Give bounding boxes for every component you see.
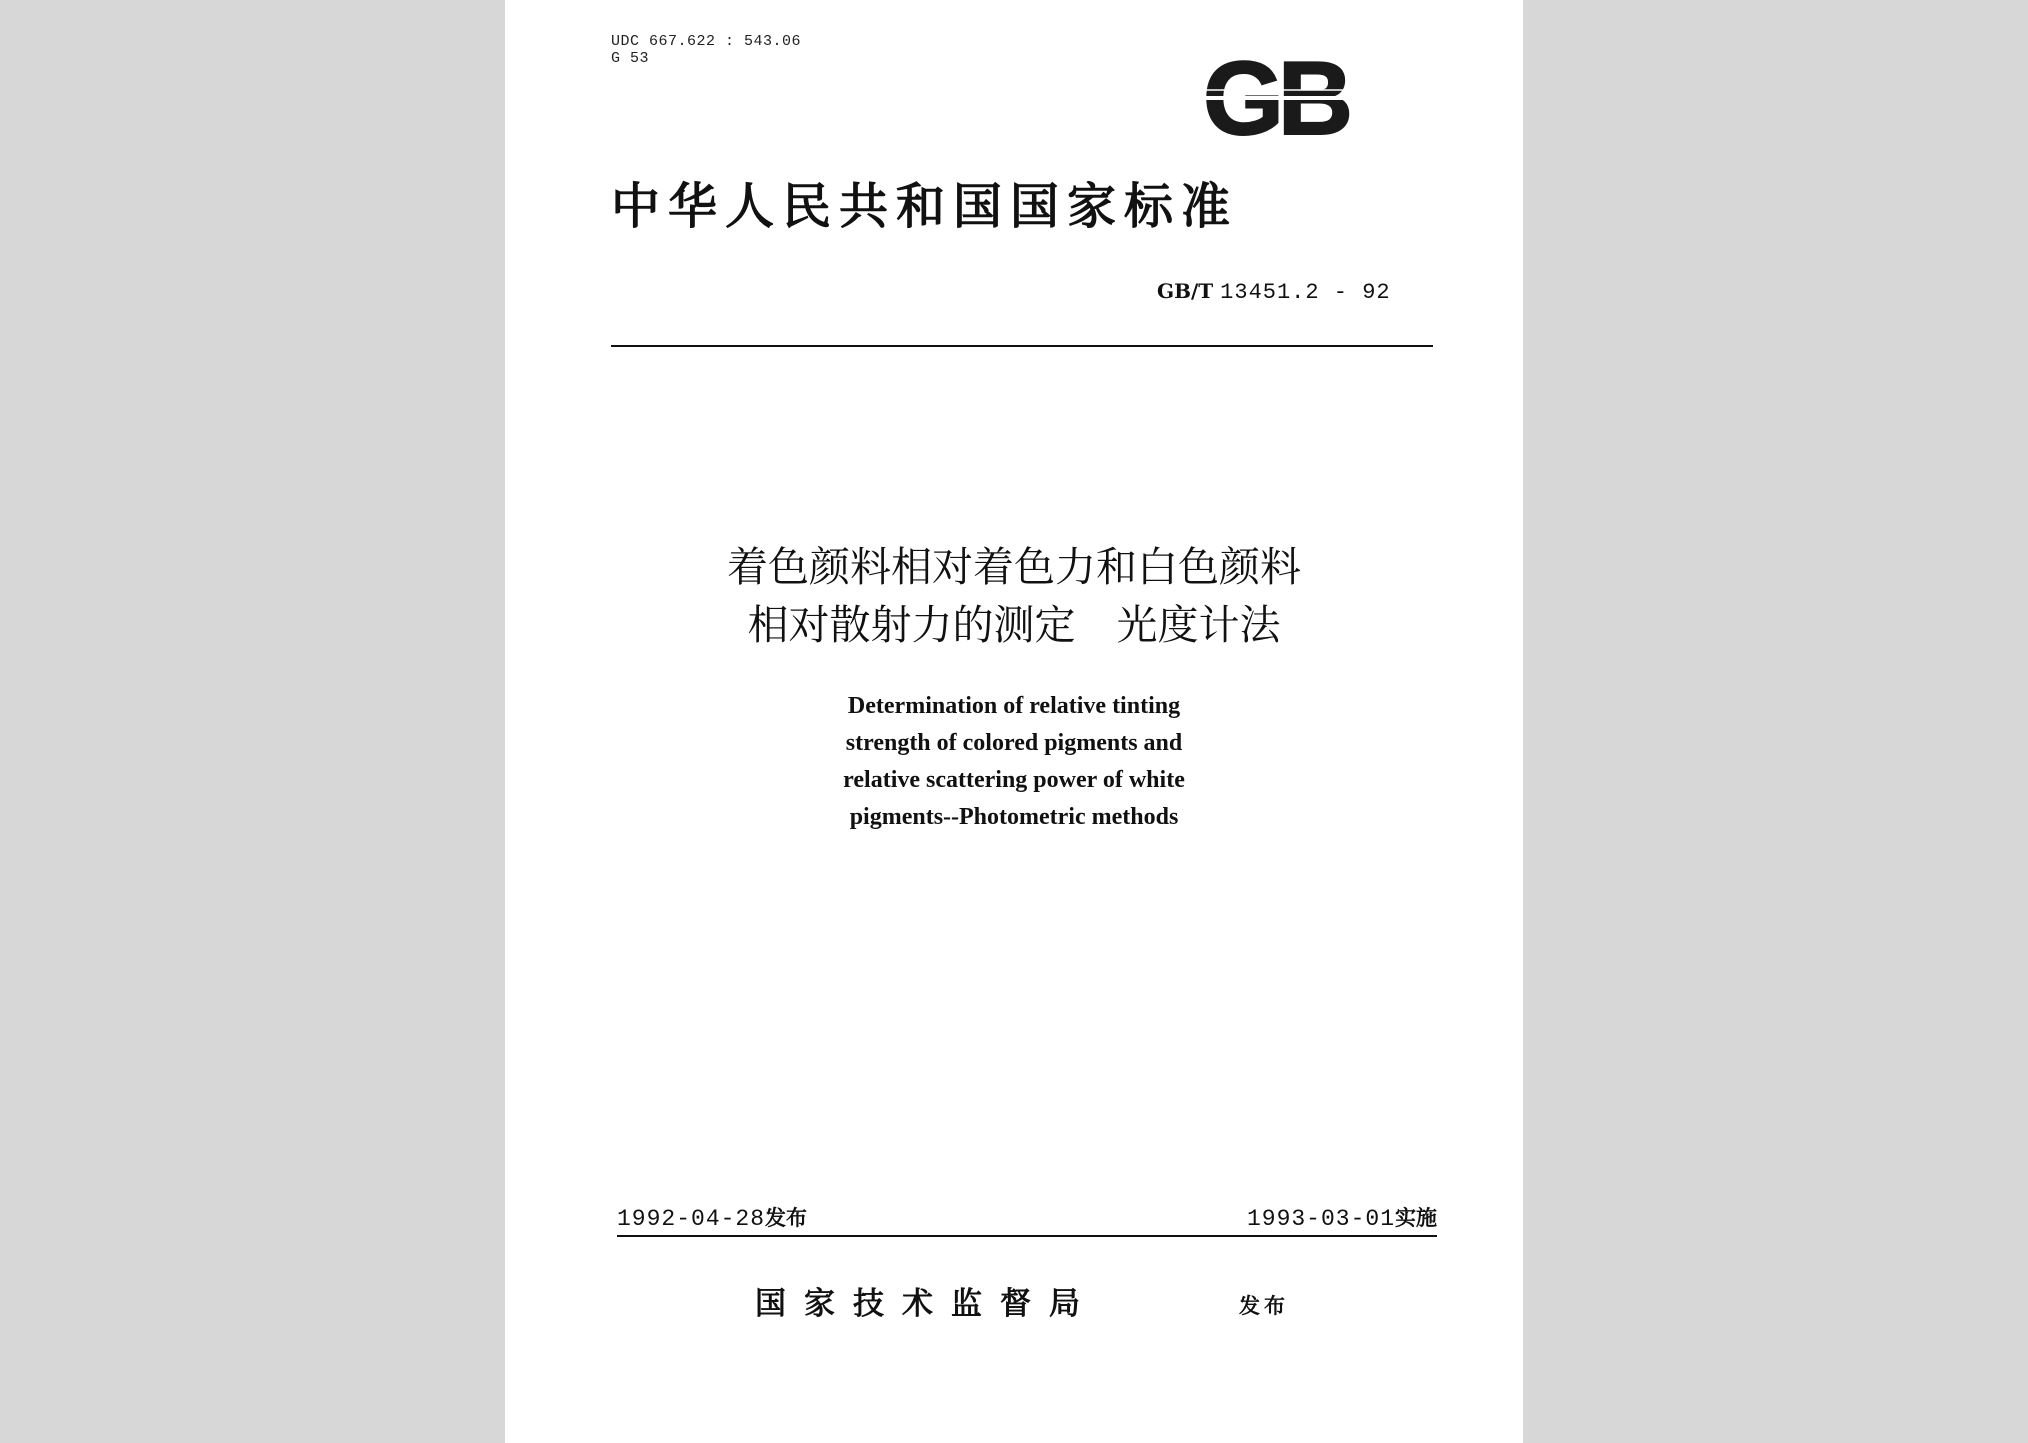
issue-date [617,1202,807,1232]
effective-date-value: 1993-03-01 [1246,1206,1395,1232]
header-divider [611,345,1433,347]
standard-number [1157,277,1391,307]
gb-logo [1185,46,1365,146]
english-title-line-4: pigments--Photometric methods [849,804,1179,830]
standard-prefix: GB/T [1157,279,1214,303]
classification-codes [611,33,801,67]
standard-code: 13451.2 - 92 [1220,280,1391,305]
english-title [505,688,1523,836]
effective-date [1247,1202,1437,1232]
effective-date-label: 实施 [1395,1206,1437,1230]
udc-code: UDC 667.622 : 543.06 [611,33,802,50]
date-row [617,1202,1437,1236]
english-title-line-1: Determination of relative tinting [847,693,1181,719]
category-code: G 53 [611,50,650,67]
chinese-title-line-1: 着色颜料相对着色力和白色颜料 [727,543,1301,591]
chinese-title-line-2: 相对散射力的测定 光度计法 [747,601,1281,649]
issuing-label: 发布 [1239,1294,1289,1318]
footer-divider [617,1235,1437,1237]
issue-date-label: 发布 [765,1206,808,1230]
english-title-line-3: relative scattering power of white [843,767,1185,793]
issue-date-value: 1992-04-28 [617,1206,766,1232]
english-title-line-2: strength of colored pigments and [845,730,1183,756]
chinese-title [505,538,1523,654]
national-standard-title: 中华人民共和国国家标准 [611,177,1239,235]
document-page [505,0,1523,1443]
issuing-authority: 国家技术监督局 [755,1286,1098,1322]
gb-logo-text: GB [1203,46,1347,146]
